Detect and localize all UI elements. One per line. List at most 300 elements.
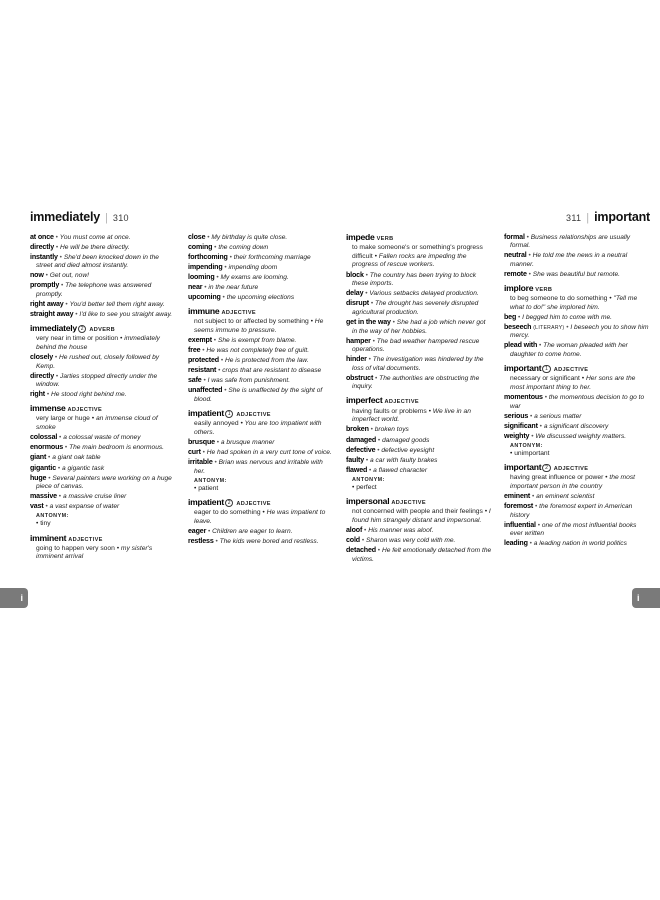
synonym-separator: • [527,540,534,548]
part-of-speech: ADJECTIVE [68,536,103,543]
synonym-register: (LITERARY) [533,324,565,331]
synonym-word: now [30,271,44,280]
part-of-speech: ADVERB [89,327,116,334]
synonym-example: The telephone was answered promptly. [36,282,152,298]
definition-text: going to happen very soon [36,544,115,552]
synonym-word: beg [504,312,517,321]
headword: important [504,363,542,374]
synonym-separator: • [202,283,209,291]
synonym-word: eminent [504,492,531,501]
synonym-example: the coming down [218,243,269,251]
synonym-word: hinder [346,355,367,364]
synonym-line [188,356,334,366]
synonym-example: She is unaffected by the sight of blood. [194,387,323,403]
synonym-line [504,251,650,269]
synonym-separator: • [57,253,64,261]
synonym-separator: • [227,253,234,261]
headword-line [346,395,492,407]
entry [30,403,176,529]
synonym-separator: • [54,372,61,380]
synonym-example: He felt emotionally detached from the victims. [352,547,492,563]
entry-body [188,306,334,404]
definition [352,244,492,270]
part-of-speech: ADJECTIVE [391,499,426,506]
entry-body [504,233,650,280]
entry [188,497,334,547]
headword-line [504,462,650,474]
synonym-example: their forthcoming marriage [233,253,311,261]
definition-text: having faults or problems [352,407,427,415]
definition-text: having great influence or power [510,474,604,482]
synonym-example: The woman pleaded with her daughter to come home. [510,342,628,359]
synonym-separator: • [359,537,366,545]
entry [504,363,650,459]
synonym-example: Several painters were working on a huge piece of canvas. [36,474,172,491]
synonym-separator: • [63,444,70,452]
synonym-line [346,455,492,466]
synonym-separator: • [63,300,70,308]
synonym-separator: • [46,454,53,462]
synonym-example: We discussed weighty matters. [535,432,627,440]
definition [352,408,492,425]
entry-continuation [30,233,176,320]
synonym-separator: • [537,342,544,350]
synonym-example: He will be there directly. [60,243,130,251]
synonym-example: a brusque manner [220,438,275,446]
synonym-separator: • [367,466,374,474]
entry-body [188,408,334,493]
synonym-example: one of the most influential books ever written [510,521,637,538]
synonym-line [188,232,334,243]
thumb-tab-letter-left: i [20,593,23,603]
synonym-line [30,502,176,512]
synonym-separator: • [53,233,60,241]
synonym-separator: • [200,346,207,354]
synonym-example: I was safe from punishment. [207,377,291,385]
part-of-speech: ADJECTIVE [384,399,419,406]
definition-example: • You are too impatient with others. [194,419,322,436]
definition-text: necessary or significant [510,375,580,383]
entry-body [346,496,492,564]
synonym-example: You must come at once. [59,233,131,241]
synonym-word: influential [504,520,536,529]
definition-text: easily annoyed [194,419,239,427]
headword: important [504,462,542,473]
headword-line [188,305,334,318]
synonym-line [188,526,334,537]
antonym-label: ANTONYM: [194,477,227,484]
definition-text: to make someone's or something's progress difficult [352,244,483,260]
synonym-line [504,539,650,549]
synonym-word: damaged [346,435,377,444]
synonym-example: a serious matter [534,412,582,420]
synonym-separator: • [218,357,225,365]
synonym-line [504,269,650,280]
synonym-example: the foremost expert in American history [510,503,633,519]
definition-example: • "Tell me what to do!" she implored him. [510,294,638,311]
synonym-word: brusque [188,437,215,446]
synonym-line [504,431,650,442]
synonym-separator: • [54,243,61,251]
synonym-line [346,355,492,373]
synonym-example: a vast expanse of water [49,503,120,511]
headword: imminent [30,532,67,543]
sense-number: 1 [542,365,550,373]
synonym-line [30,473,176,492]
synonym-word: cold [346,536,360,545]
synonym-separator: • [212,458,219,466]
thumb-tab-letter-right: i [637,593,640,603]
synonym-example: impending doom [228,263,278,271]
entry-body [346,395,492,492]
synonym-example: in the near future [208,283,259,291]
synonym-separator: • [524,233,531,241]
synonym-separator: • [56,493,63,501]
synonym-example: a colossal waste of money [63,434,141,442]
synonym-line [504,312,650,323]
synonym-separator: • [201,377,208,385]
synonym-example: She'd been knocked down in the street and died almost instantly. [36,253,159,270]
synonym-line [188,376,334,386]
synonym-separator: • [43,503,50,511]
synonym-separator: • [205,233,212,241]
part-of-speech: VERB [376,236,394,242]
entry [346,496,492,564]
synonym-separator: • [362,526,369,534]
synonym-word: disrupt [346,299,369,308]
part-of-speech: VERB [535,286,553,293]
definition-text: not subject to or affected by something [194,318,309,325]
synonym-example: He was not completely free of guilt. [206,346,310,354]
definition [510,295,650,312]
synonym-separator: • [46,474,53,482]
synonym-line [188,345,334,356]
synonym-line [346,289,492,299]
synonym-separator: • [564,323,571,331]
synonym-separator: • [516,313,523,321]
synonym-line [30,281,176,299]
synonym-line [504,341,650,359]
synonym-example: a car with faulty brakes [370,456,438,464]
definition [352,508,492,525]
synonym-line [346,546,492,564]
definition [510,375,650,392]
synonym-separator: • [526,270,533,278]
synonym-word: enormous [30,443,64,452]
entry [346,395,492,492]
synonym-line [346,270,492,289]
entry-body [30,403,176,529]
synonym-line [346,525,492,536]
headword: immediately [30,323,77,334]
synonym-word: huge [30,473,47,482]
synonym-word: vast [30,502,44,511]
headword: impatient [188,496,224,507]
synonym-word: directly [30,371,55,380]
definition-example: • Her sons are the most important thing to her. [510,375,636,391]
synonym-word: aloof [346,525,363,534]
antonym-item: • perfect [352,483,377,491]
definition [36,415,176,432]
synonym-example: a significant discovery [543,422,609,430]
synonym-example: He told me the news in a neutral manner. [510,252,628,268]
synonym-word: free [188,345,201,354]
synonym-word: looming [188,272,215,281]
antonym-item: • unimportant [510,449,550,457]
definition-text: to beg someone to do something [510,294,608,302]
synonym-example: defective eyesight [381,446,435,454]
text-column [30,232,176,566]
entry [188,408,334,493]
synonym-line [504,232,650,251]
synonym-word: forthcoming [188,252,228,261]
antonym-item: • patient [194,484,219,492]
synonym-separator: • [216,367,223,375]
entry-continuation [504,233,650,280]
headword: impede [346,232,375,242]
synonym-line [30,252,176,271]
definition-example: • an immense cloud of smoke [36,415,158,432]
synonym-line [30,242,176,253]
synonym-separator: • [533,503,540,511]
synonym-separator: • [366,356,373,364]
synonym-example: His manner was aloof. [368,526,434,534]
synonym-word: formal [504,232,525,241]
headword-line [188,496,334,509]
synonym-separator: • [528,412,535,420]
headword: impatient [188,407,224,418]
synonym-word: exempt [188,335,212,344]
entry [504,283,650,360]
page-number: 310 [112,213,129,223]
antonym-label: ANTONYM: [352,476,385,483]
synonym-line [30,463,176,474]
headword-line [188,407,334,420]
entry-body [30,533,176,562]
synonym-example: He had spoken in a very curt tone of voice. [206,448,332,456]
synonym-example: an eminent scientist [536,493,595,501]
synonym-example: The kids were bored and restless. [219,537,319,545]
synonym-line [188,335,334,346]
synonym-word: resistant [188,366,217,375]
running-head-divider: | [586,212,590,224]
synonym-separator: • [368,426,375,434]
synonym-line [30,390,176,400]
definition [36,335,176,352]
synonym-word: upcoming [188,292,221,301]
definition [194,420,334,437]
synonym-example: a giant oak table [52,454,101,462]
entry-body [504,462,650,549]
synonym-example: a flawed character [373,466,428,474]
synonym-example: a gigantic task [61,464,105,472]
synonym-separator: • [220,293,227,301]
synonym-separator: • [211,336,218,344]
synonym-word: near [188,282,203,291]
page-number: 311 [566,213,582,223]
definition-example: • We live in an imperfect world. [352,407,471,424]
part-of-speech: ADJECTIVE [67,407,103,414]
entry-body [346,232,492,392]
synonym-word: safe [188,376,202,385]
definition [194,509,334,526]
synonym-line [30,353,176,371]
entry [346,232,492,392]
synonym-word: promptly [30,281,60,290]
running-head-word: important [594,210,650,224]
headword: implore [504,282,534,293]
synonym-example: Sharon was very cold with me. [365,537,456,545]
text-column [346,232,492,568]
synonym-separator: • [57,434,64,442]
headword-line [346,232,492,244]
synonym-separator: • [213,537,220,545]
synonym-line [188,272,334,283]
dictionary-spread [0,210,660,690]
synonym-word: restless [188,536,214,545]
headword: imperfect [346,395,383,406]
synonym-separator: • [542,394,549,402]
synonym-example: Brian was nervous and irritable with her. [194,458,323,475]
headword: immune [188,305,220,316]
synonym-separator: • [370,337,377,345]
synonym-example: Get out, now! [49,272,89,280]
synonym-word: serious [504,411,529,420]
synonym-example: You'd better tell them right away. [69,300,165,308]
synonym-separator: • [56,464,62,472]
synonym-line [30,433,176,443]
sense-number: 1 [225,410,233,418]
synonym-line [188,366,334,376]
synonym-example: I'd like to see you straight away. [79,311,173,318]
part-of-speech: ADJECTIVE [236,411,271,418]
synonym-word: delay [346,289,364,298]
synonym-example: He is protected from the law. [224,357,309,365]
synonym-word: straight away [30,310,74,318]
entry [188,306,334,404]
headword-line [504,363,650,375]
left-page [22,210,342,690]
definition [510,474,650,491]
synonym-word: leading [504,539,528,548]
synonym-word: gigantic [30,463,56,472]
synonym-separator: • [53,354,59,362]
part-of-speech: ADJECTIVE [553,367,589,374]
synonym-line [504,492,650,502]
sense-number: 2 [542,464,550,472]
synonym-example: The investigation was hindered by the loss of vital documents. [352,356,484,372]
synonym-example: Various setbacks delayed production. [369,290,479,298]
sense-number: 2 [225,499,233,507]
synonym-separator: • [529,432,536,440]
synonym-word: significant [504,421,538,430]
synonym-separator: • [369,300,375,308]
synonym-line [346,435,492,446]
synonym-word: colossal [30,433,58,442]
synonym-word: at once [30,232,54,241]
synonym-word: get in the way [346,317,391,326]
synonym-word: foremost [504,502,534,511]
definition-example: • my sister's imminent arrival [36,544,153,561]
synonym-line [188,457,334,476]
synonym-separator: • [200,448,207,456]
synonym-example: crops that are resistant to disease [222,367,322,375]
synonym-separator: • [375,547,382,555]
synonym-line [504,421,650,432]
synonym-example: She is exempt from blame. [217,336,297,344]
synonym-example: damaged goods [382,436,430,444]
synonym-line [346,536,492,546]
synonym-separator: • [363,271,370,279]
synonym-example: I beseech you to show him mercy. [510,323,649,340]
entry-continuation [188,233,334,303]
synonym-separator: • [537,422,544,430]
definition-example: • the most important person in the country [510,474,636,490]
synonym-separator: • [364,456,371,464]
synonym-line [504,502,650,520]
running-head-left [22,210,342,232]
synonym-line [188,292,334,303]
headword-line [30,403,176,415]
entry [504,462,650,549]
synonym-example: I begged him to come with me. [522,313,612,321]
headword-line [504,282,650,295]
antonym-label: ANTONYM: [36,513,69,520]
right-page [338,210,658,690]
definition-example: • immediately behind the house [36,335,160,351]
synonym-line [188,447,334,458]
synonym-line [30,232,176,243]
synonym-example: the momentous decision to go to war [510,394,645,410]
synonym-example: My exams are looming. [220,273,289,281]
sense-number: 2 [78,325,86,333]
synonym-example: The main bedroom is enormous. [69,444,164,452]
synonym-word: eager [188,526,207,535]
entry-body [30,233,176,320]
synonym-word: directly [30,242,55,251]
synonym-line [188,242,334,253]
synonym-word: right away [30,299,64,308]
synonym-separator: • [222,263,229,271]
synonym-line [504,411,650,422]
synonym-word: detached [346,546,376,555]
synonym-word: protected [188,356,219,365]
entry-body [504,283,650,360]
synonym-line [188,536,334,547]
synonym-word: weighty [504,431,530,440]
part-of-speech: ADJECTIVE [221,309,256,316]
synonym-line [346,336,492,355]
headword-line [346,495,492,508]
synonym-separator: • [212,243,219,251]
entry [30,323,176,400]
antonym-item: • tiny [36,520,51,528]
synonym-separator: • [373,374,380,382]
synonym-example: The bad weather hampered rescue operations. [352,337,480,354]
synonym-example: The drought has severely disrupted agricultural production. [352,300,479,316]
synonym-separator: • [530,493,537,501]
synonym-word: right [30,390,46,399]
synonym-word: flawed [346,465,368,474]
synonym-word: hamper [346,336,371,345]
synonym-example: She was beautiful but remote. [532,270,620,278]
definition-example: • He seems immune to pressure. [194,318,324,334]
entry [30,533,176,562]
synonym-example: He rushed out, closely followed by Kemp. [36,354,160,370]
synonym-example: Children are eager to learn. [212,527,293,535]
synonym-example: a massive cruise liner [62,493,127,501]
synonym-line [30,371,176,390]
